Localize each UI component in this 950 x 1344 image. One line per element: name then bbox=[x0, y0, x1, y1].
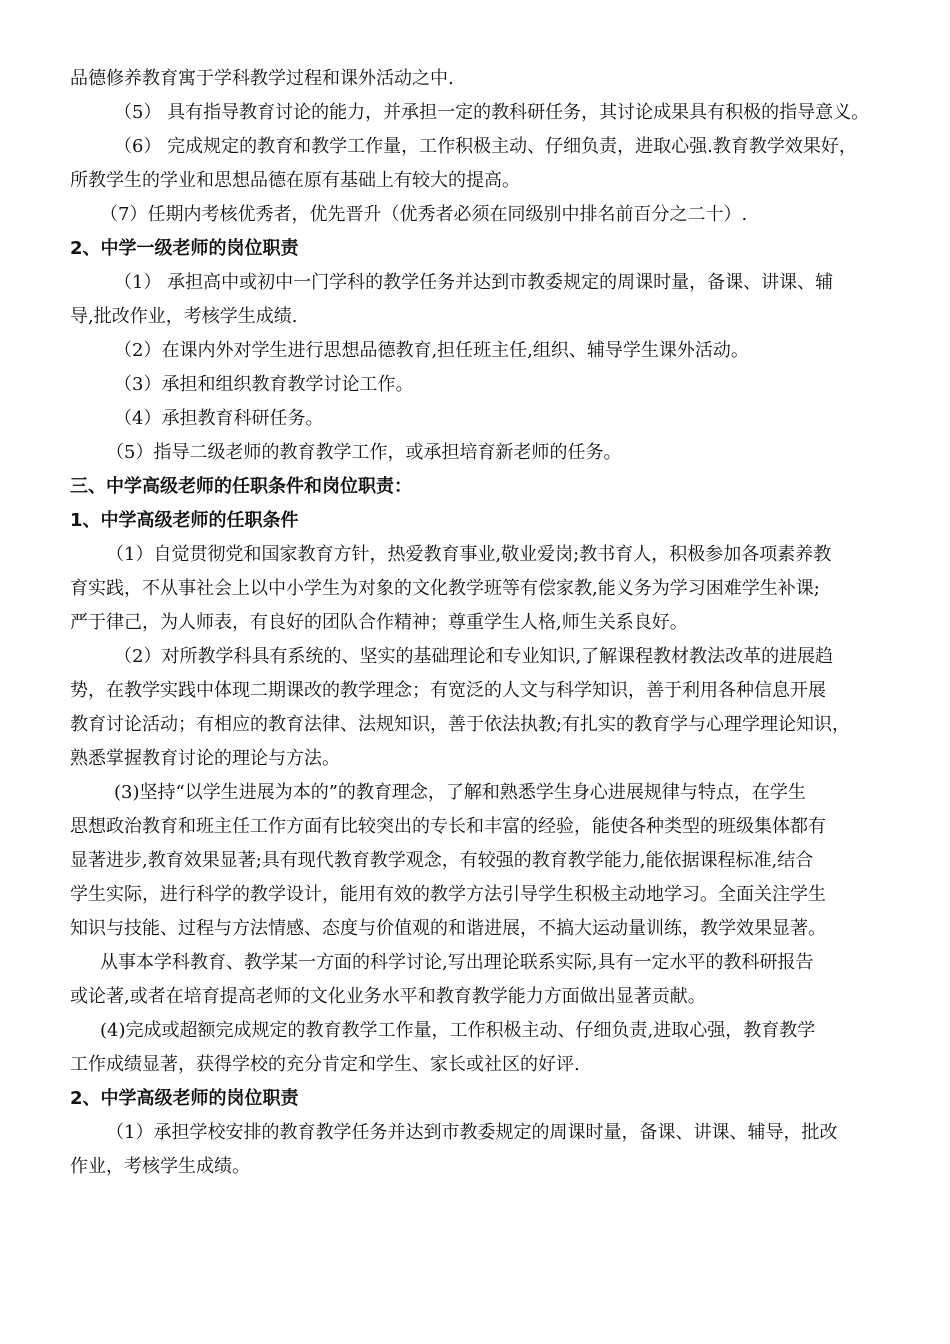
paragraph-line: 思想政治教育和班主任工作方面有比较突出的专长和丰富的经验，能使各种类型的班级集体都有 bbox=[70, 816, 826, 837]
paragraph-line: 导,批改作业，考核学生成绩. bbox=[70, 306, 298, 327]
document-page bbox=[70, 62, 890, 1184]
paragraph-line: 品德修养教育寓于学科教学过程和课外活动之中. bbox=[70, 68, 454, 89]
paragraph-line: 严于律己，为人师表，有良好的团队合作精神；尊重学生人格,师生关系良好。 bbox=[70, 612, 688, 633]
paragraph-line: 显著进步,教育效果显著;具有现代教育教学观念，有较强的教育教学能力,能依据课程标准,结合 bbox=[70, 850, 814, 871]
paragraph-line: (4)完成或超额完成规定的教育教学工作量，工作积极主动、仔细负责,进取心强，教育教学 bbox=[100, 1020, 816, 1041]
paragraph-line: 教育讨论活动；有相应的教育法律、法规知识，善于依法执教;有扎实的教育学与心理学理论知识， bbox=[70, 714, 851, 735]
paragraph-line: （6） 完成规定的教育和教学工作量，工作积极主动、仔细负责，进取心强.教育教学效果好， bbox=[114, 136, 857, 157]
paragraph-line: （7）任期内考核优秀者，优先晋升（优秀者必须在同级别中排名前百分之二十）. bbox=[100, 204, 748, 225]
paragraph-line: 育实践，不从事社会上以中小学生为对象的文化教学班等有偿家教,能义务为学习困难学生补课; bbox=[70, 578, 820, 599]
section-heading: 三、中学高级老师的任职条件和岗位职责： bbox=[70, 476, 412, 497]
paragraph-line: （2）在课内外对学生进行思想品德教育,担任班主任,组织、辅导学生课外活动。 bbox=[114, 340, 749, 361]
section-heading: 1、中学高级老师的任职条件 bbox=[70, 510, 299, 531]
paragraph-line: 作业，考核学生成绩。 bbox=[70, 1156, 250, 1177]
paragraph-line: 知识与技能、过程与方法情感、态度与价值观的和谐进展，不搞大运动量训练，教学效果显著。 bbox=[70, 918, 826, 939]
paragraph-line: （4）承担教育科研任务。 bbox=[114, 408, 324, 429]
paragraph-line: 从事本学科教育、教学某一方面的科学讨论,写出理论联系实际,具有一定水平的教科研报告 bbox=[100, 952, 814, 973]
section-heading: 2、中学一级老师的岗位职责 bbox=[70, 238, 299, 259]
paragraph-line: （1） 承担高中或初中一门学科的教学任务并达到市教委规定的周课时量，备课、讲课、辅 bbox=[114, 272, 834, 293]
paragraph-line: （3）承担和组织教育教学讨论工作。 bbox=[114, 374, 414, 395]
paragraph-line: 所教学生的学业和思想品德在原有基础上有较大的提高。 bbox=[70, 170, 520, 191]
paragraph-line: （5） 具有指导教育讨论的能力，并承担一定的教科研任务，其讨论成果具有积极的指导意义。 bbox=[114, 102, 870, 123]
paragraph-line: 或论著,或者在培育提高老师的文化业务水平和教育教学能力方面做出显著贡献。 bbox=[70, 986, 706, 1007]
paragraph-line: （2）对所教学科具有系统的、坚实的基础理论和专业知识,了解课程教材教法改革的进展趋 bbox=[114, 646, 834, 667]
paragraph-line: 势，在教学实践中体现二期课改的教学理念；有宽泛的人文与科学知识，善于利用各种信息开展 bbox=[70, 680, 826, 701]
paragraph-line: 熟悉掌握教育讨论的理论与方法。 bbox=[70, 748, 340, 769]
paragraph-line: 工作成绩显著，获得学校的充分肯定和学生、家长或社区的好评. bbox=[70, 1054, 580, 1075]
paragraph-line: （1）自觉贯彻党和国家教育方针，热爱教育事业,敬业爱岗;教书育人，积极参加各项素养教 bbox=[106, 544, 832, 565]
paragraph-line: 学生实际，进行科学的教学设计，能用有效的教学方法引导学生积极主动地学习。全面关注学生 bbox=[70, 884, 826, 905]
section-heading: 2、中学高级老师的岗位职责 bbox=[70, 1088, 299, 1109]
paragraph-line: (3)坚持“以学生进展为本的”的教育理念，了解和熟悉学生身心进展规律与特点，在学生 bbox=[114, 782, 806, 803]
paragraph-line: （5）指导二级老师的教育教学工作，或承担培育新老师的任务。 bbox=[106, 442, 622, 463]
paragraph-line: （1）承担学校安排的教育教学任务并达到市教委规定的周课时量，备课、讲课、辅导，批改 bbox=[106, 1122, 838, 1143]
